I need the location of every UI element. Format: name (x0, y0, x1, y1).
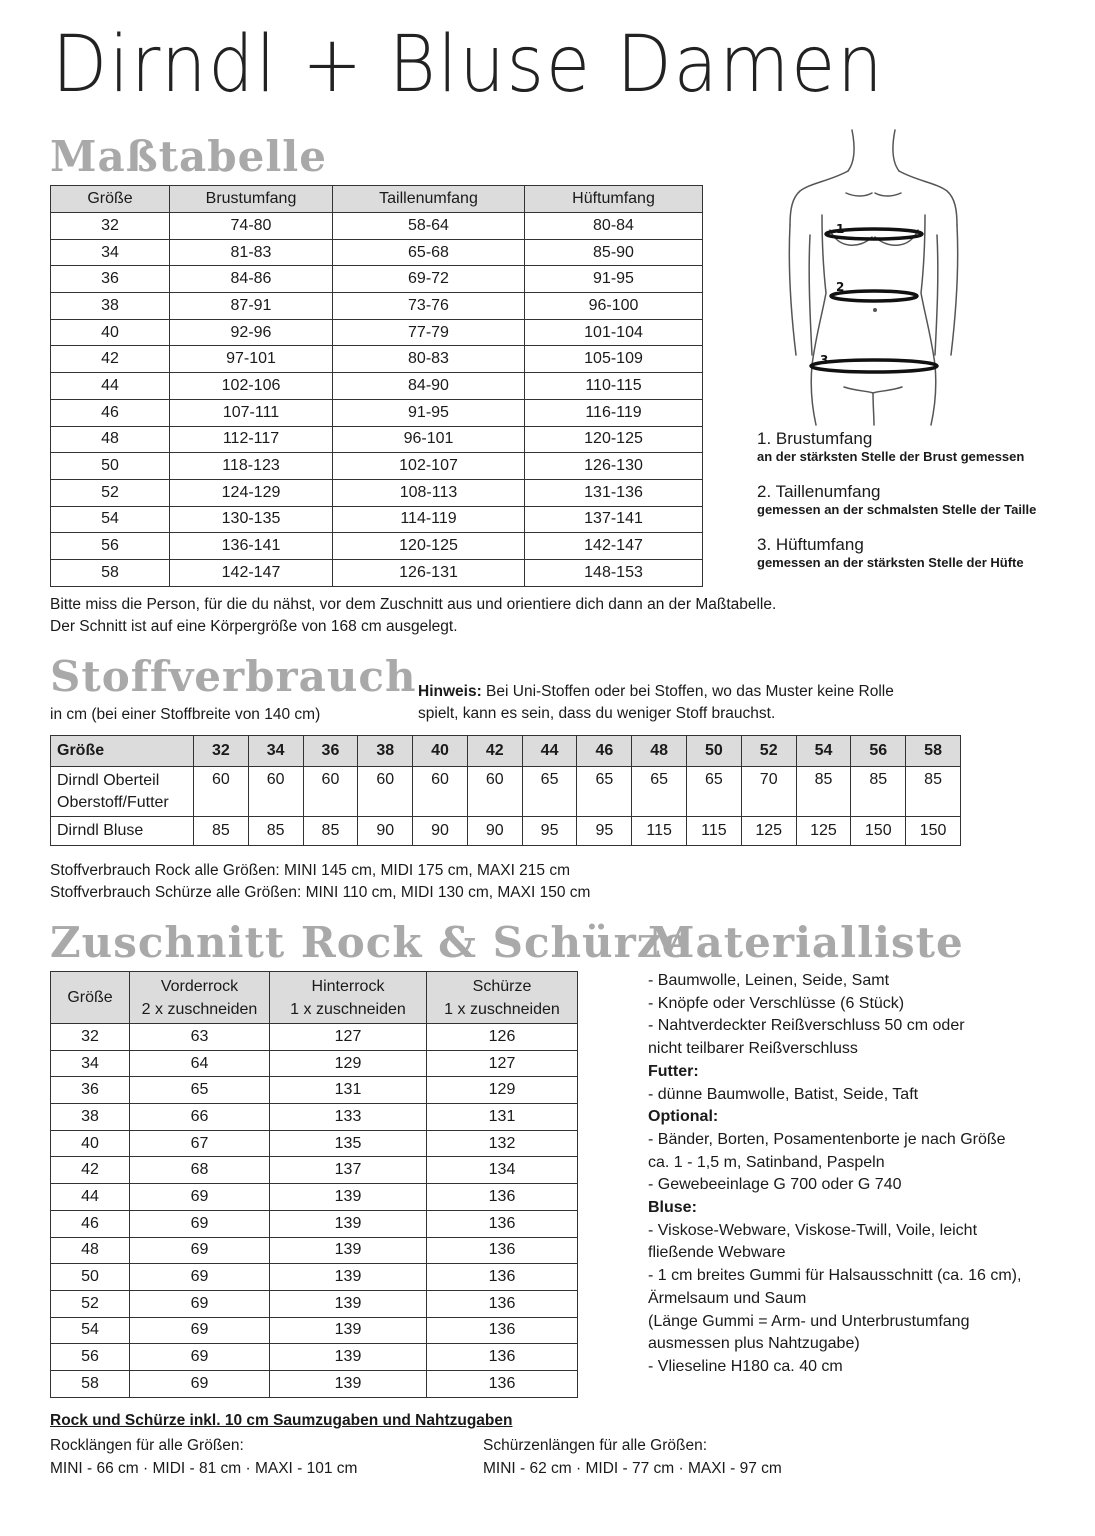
masstabelle-cell: 84-90 (333, 373, 525, 400)
masstabelle-cell: 96-100 (525, 293, 703, 320)
stoff-bluse-cell: 115 (687, 817, 742, 846)
material-item: ca. 1 - 1,5 m, Satinband, Paspeln (648, 1153, 885, 1171)
masstabelle-cell: 91-95 (525, 266, 703, 293)
zuschnitt-cell: 136 (427, 1264, 578, 1291)
masstabelle-cell: 107-111 (170, 399, 333, 426)
zuschnitt-row (51, 1130, 578, 1157)
zuschnitt-cell: 69 (130, 1317, 270, 1344)
legend-sub-3: gemessen an der stärksten Stelle der Hüfte (757, 555, 1024, 570)
stoff-bluse-label: Dirndl Bluse (51, 817, 194, 846)
masstabelle-cell: 96-101 (333, 426, 525, 453)
materialliste-heading: Materialliste (648, 918, 964, 967)
zuschnitt-cell: 69 (130, 1210, 270, 1237)
masstabelle-cell: 69-72 (333, 266, 525, 293)
masstabelle-row (51, 293, 703, 320)
zuschnitt-cell: 139 (270, 1290, 427, 1317)
zuschnitt-cell: 63 (130, 1024, 270, 1051)
stoff-oberteil-cell: 60 (248, 767, 303, 817)
masstabelle-table (50, 185, 703, 587)
stoff-size-cell: 42 (467, 736, 522, 767)
zuschnitt-row (51, 1077, 578, 1104)
masstabelle-cell: 52 (51, 479, 170, 506)
zuschnitt-heading: Zuschnitt Rock & Schürze (50, 918, 690, 967)
masstabelle-cell: 126-131 (333, 559, 525, 586)
rock-length-label: Rocklängen für alle Größen: (50, 1437, 244, 1454)
zuschnitt-cell: 69 (130, 1264, 270, 1291)
material-item: - Nahtverdeckter Reißverschluss 50 cm oder (648, 1017, 965, 1035)
masstabelle-header-cell: Hüftumfang (525, 186, 703, 213)
material-item: - Viskose-Webware, Viskose-Twill, Voile, leicht (648, 1221, 978, 1239)
stoff-oberteil-cell: 60 (467, 767, 522, 817)
rock-length-values: MINI - 66 cm · MIDI - 81 cm · MAXI - 101 cm (50, 1460, 358, 1477)
zuschnitt-header-row (51, 972, 578, 1024)
marker-1: 1 (836, 222, 845, 236)
zuschnitt-cell: 48 (51, 1237, 130, 1264)
stoff-bluse-cell: 95 (522, 817, 577, 846)
zuschnitt-cell: 136 (427, 1370, 578, 1397)
stoff-bluse-cell: 115 (632, 817, 687, 846)
zuschnitt-cell: 69 (130, 1290, 270, 1317)
zuschnitt-row (51, 1210, 578, 1237)
stoff-oberteil-cell: 65 (522, 767, 577, 817)
masstabelle-cell: 73-76 (333, 293, 525, 320)
stoffverbrauch-table (50, 735, 961, 846)
legend-title-1: 1. Brustumfang (757, 429, 873, 448)
stoff-bluse-cell: 90 (358, 817, 413, 846)
legend-sub-1: an der stärksten Stelle der Brust gemessen (757, 449, 1025, 464)
masstabelle-cell: 120-125 (525, 426, 703, 453)
marker-3: 3 (820, 353, 829, 367)
stoff-oberteil-cell: 65 (632, 767, 687, 817)
hinterrock-count: 1 x zuschneiden (290, 1000, 406, 1018)
page-title: Dirndl + Bluse Damen (52, 20, 885, 110)
masstabelle-cell: 34 (51, 239, 170, 266)
stoff-row-bluse (51, 817, 961, 846)
zuschnitt-cell: 64 (130, 1050, 270, 1077)
masstabelle-cell: 46 (51, 399, 170, 426)
masstabelle-cell: 124-129 (170, 479, 333, 506)
zuschnitt-cell: 136 (427, 1237, 578, 1264)
hinterrock-label: Hinterrock (311, 977, 385, 995)
masstabelle-header-row (51, 186, 703, 213)
masstabelle-cell: 77-79 (333, 319, 525, 346)
masstabelle-cell: 40 (51, 319, 170, 346)
masstabelle-cell: 130-135 (170, 506, 333, 533)
masstabelle-cell: 80-84 (525, 213, 703, 240)
stoff-oberteil-cell: 70 (741, 767, 796, 817)
masstabelle-cell: 54 (51, 506, 170, 533)
stoff-oberteil-cell: 60 (303, 767, 358, 817)
legend-sub-2: gemessen an der schmalsten Stelle der Taille (757, 502, 1037, 517)
stoff-bluse-cell: 150 (851, 817, 906, 846)
schuerze-label: Schürze (472, 977, 532, 995)
masstabelle-cell: 112-117 (170, 426, 333, 453)
masstabelle-cell: 74-80 (170, 213, 333, 240)
masstabelle-cell: 81-83 (170, 239, 333, 266)
material-item: fließende Webware (648, 1244, 786, 1262)
stoff-bluse-cell: 125 (796, 817, 851, 846)
masstabelle-cell: 116-119 (525, 399, 703, 426)
zuschnitt-cell: 136 (427, 1344, 578, 1371)
masstabelle-cell: 97-101 (170, 346, 333, 373)
zuschnitt-cell: 139 (270, 1210, 427, 1237)
material-item: - Vlieseline H180 ca. 40 cm (648, 1357, 843, 1375)
zuschnitt-row (51, 1237, 578, 1264)
zuschnitt-cell: 40 (51, 1130, 130, 1157)
masstabelle-cell: 105-109 (525, 346, 703, 373)
masstabelle-header-cell: Größe (51, 186, 170, 213)
masstabelle-row (51, 399, 703, 426)
zuschnitt-cell: 67 (130, 1130, 270, 1157)
zuschnitt-cell: 139 (270, 1264, 427, 1291)
masstabelle-cell: 85-90 (525, 239, 703, 266)
masstabelle-cell: 102-106 (170, 373, 333, 400)
material-item: (Länge Gummi = Arm- und Unterbrustumfang (648, 1312, 970, 1330)
body-measurement-figure (760, 125, 990, 430)
stoff-size-cell: 54 (796, 736, 851, 767)
stoff-bluse-cell: 125 (741, 817, 796, 846)
zuschnitt-cell: 137 (270, 1157, 427, 1184)
stoff-bluse-cell: 90 (467, 817, 522, 846)
zuschnitt-cell: 134 (427, 1157, 578, 1184)
material-item: - Baumwolle, Leinen, Seide, Samt (648, 972, 890, 989)
material-subheading: Futter: (648, 1062, 699, 1080)
zuschnitt-cell: 65 (130, 1077, 270, 1104)
stoff-size-cell: 58 (906, 736, 961, 767)
zuschnitt-row (51, 1317, 578, 1344)
masstabelle-cell: 32 (51, 213, 170, 240)
masstabelle-row (51, 559, 703, 586)
material-item: - Gewebeeinlage G 700 oder G 740 (648, 1176, 902, 1194)
masstabelle-cell: 136-141 (170, 533, 333, 560)
masstabelle-cell: 56 (51, 533, 170, 560)
zuschnitt-row (51, 1104, 578, 1131)
masstabelle-cell: 110-115 (525, 373, 703, 400)
stoff-row-oberteil (51, 767, 961, 817)
masstabelle-cell: 44 (51, 373, 170, 400)
material-subheading: Bluse: (648, 1199, 697, 1217)
stoff-size-cell: 36 (303, 736, 358, 767)
stoff-bluse-cell: 85 (194, 817, 249, 846)
masstabelle-heading: Maßtabelle (50, 132, 327, 181)
masstabelle-cell: 91-95 (333, 399, 525, 426)
masstabelle-cell: 50 (51, 453, 170, 480)
masstabelle-cell: 131-136 (525, 479, 703, 506)
zuschnitt-cell: 139 (270, 1317, 427, 1344)
zuschnitt-size-header: Größe (51, 972, 130, 1024)
masstabelle-cell: 38 (51, 293, 170, 320)
stoff-oberteil-cell: 85 (851, 767, 906, 817)
stoff-bluse-cell: 150 (906, 817, 961, 846)
hint-label: Hinweis: (418, 683, 482, 700)
zuschnitt-cell: 131 (427, 1104, 578, 1131)
stoff-size-cell: 50 (687, 736, 742, 767)
stoff-oberteil-cell: 65 (687, 767, 742, 817)
masstabelle-cell: 36 (51, 266, 170, 293)
masstabelle-cell: 148-153 (525, 559, 703, 586)
zuschnitt-row (51, 1264, 578, 1291)
zuschnitt-row (51, 1157, 578, 1184)
zuschnitt-cell: 50 (51, 1264, 130, 1291)
masstabelle-row (51, 506, 703, 533)
stoff-note-schuerze: Stoffverbrauch Schürze alle Größen: MINI 110 cm, MIDI 130 cm, MAXI 150 cm (50, 884, 591, 901)
stoff-oberteil-label-1: Dirndl Oberteil (57, 771, 160, 789)
masstabelle-header-cell: Brustumfang (170, 186, 333, 213)
masstabelle-cell: 142-147 (525, 533, 703, 560)
masstabelle-cell: 102-107 (333, 453, 525, 480)
material-item: - Knöpfe oder Verschlüsse (6 Stück) (648, 994, 905, 1012)
stoff-size-cell: 56 (851, 736, 906, 767)
masstabelle-cell: 80-83 (333, 346, 525, 373)
stoff-header-row (51, 736, 961, 767)
masstabelle-cell: 48 (51, 426, 170, 453)
stoff-oberteil-cell: 65 (577, 767, 632, 817)
masstabelle-cell: 142-147 (170, 559, 333, 586)
masstabelle-cell: 118-123 (170, 453, 333, 480)
masstabelle-row (51, 373, 703, 400)
stoff-size-cell: 40 (413, 736, 468, 767)
material-subheading: Optional: (648, 1108, 719, 1126)
stoff-size-cell: 32 (194, 736, 249, 767)
stoff-bluse-cell: 85 (303, 817, 358, 846)
zuschnitt-cell: 136 (427, 1210, 578, 1237)
stoff-oberteil-cell: 60 (413, 767, 468, 817)
material-item: - Bänder, Borten, Posamentenborte je nach Größe (648, 1130, 1006, 1148)
schuerze-length-values: MINI - 62 cm · MIDI - 77 cm · MAXI - 97 cm (483, 1460, 782, 1477)
masstabelle-note-1: Bitte miss die Person, für die du nähst, vor dem Zuschnitt aus und orientiere dich dann an der Maßtabelle. (50, 596, 777, 613)
legend (757, 429, 1036, 570)
zuschnitt-cell: 32 (51, 1024, 130, 1051)
stoff-oberteil-cell: 85 (906, 767, 961, 817)
masstabelle-cell: 126-130 (525, 453, 703, 480)
stoff-size-header: Größe (51, 736, 194, 767)
zuschnitt-cell: 36 (51, 1077, 130, 1104)
stoff-note-rock: Stoffverbrauch Rock alle Größen: MINI 145 cm, MIDI 175 cm, MAXI 215 cm (50, 862, 571, 879)
zuschnitt-row (51, 1024, 578, 1051)
vorderrock-count: 2 x zuschneiden (141, 1000, 258, 1018)
stoff-size-cell: 52 (741, 736, 796, 767)
zuschnitt-schuerze-header (427, 972, 578, 1024)
masstabelle-cell: 108-113 (333, 479, 525, 506)
zuschnitt-cell: 56 (51, 1344, 130, 1371)
masstabelle-row (51, 533, 703, 560)
zuschnitt-cell: 126 (427, 1024, 578, 1051)
stoff-size-cell: 34 (248, 736, 303, 767)
masstabelle-cell: 87-91 (170, 293, 333, 320)
material-item: - 1 cm breites Gummi für Halsausschnitt (ca. 16 cm), (648, 1267, 1022, 1285)
masstabelle-cell: 92-96 (170, 319, 333, 346)
stoff-oberteil-cell: 60 (194, 767, 249, 817)
material-item: - dünne Baumwolle, Batist, Seide, Taft (648, 1085, 919, 1103)
zuschnitt-cell: 139 (270, 1237, 427, 1264)
zuschnitt-cell: 34 (51, 1050, 130, 1077)
zuschnitt-cell: 69 (130, 1237, 270, 1264)
materialliste-list (648, 970, 1021, 1379)
zuschnitt-cell: 38 (51, 1104, 130, 1131)
legend-title-3: 3. Hüftumfang (757, 535, 864, 554)
zuschnitt-footer-note: Rock und Schürze inkl. 10 cm Saumzugaben und Nahtzugaben (50, 1412, 513, 1429)
masstabelle-row (51, 319, 703, 346)
zuschnitt-row (51, 1050, 578, 1077)
zuschnitt-cell: 136 (427, 1290, 578, 1317)
masstabelle-row (51, 479, 703, 506)
zuschnitt-cell: 129 (270, 1050, 427, 1077)
zuschnitt-cell: 44 (51, 1184, 130, 1211)
masstabelle-row (51, 213, 703, 240)
masstabelle-cell: 65-68 (333, 239, 525, 266)
masstabelle-row (51, 453, 703, 480)
zuschnitt-cell: 46 (51, 1210, 130, 1237)
stoff-oberteil-label-2: Oberstoff/Futter (57, 793, 169, 811)
zuschnitt-cell: 127 (427, 1050, 578, 1077)
masstabelle-row (51, 266, 703, 293)
schuerze-count: 1 x zuschneiden (444, 1000, 560, 1018)
hint-line-2: spielt, kann es sein, dass du weniger Stoff brauchst. (418, 705, 776, 722)
zuschnitt-row (51, 1184, 578, 1211)
stoff-bluse-cell: 90 (413, 817, 468, 846)
stoffverbrauch-subtitle: in cm (bei einer Stoffbreite von 140 cm) (50, 706, 321, 723)
masstabelle-cell: 101-104 (525, 319, 703, 346)
hint-text-1: Bei Uni-Stoffen oder bei Stoffen, wo das Muster keine Rolle (486, 683, 894, 700)
masstabelle-cell: 84-86 (170, 266, 333, 293)
zuschnitt-cell: 139 (270, 1184, 427, 1211)
zuschnitt-cell: 69 (130, 1344, 270, 1371)
zuschnitt-cell: 131 (270, 1077, 427, 1104)
zuschnitt-cell: 136 (427, 1317, 578, 1344)
masstabelle-cell: 120-125 (333, 533, 525, 560)
zuschnitt-cell: 52 (51, 1290, 130, 1317)
masstabelle-row (51, 426, 703, 453)
material-item: ausmessen plus Nahtzugabe) (648, 1335, 860, 1353)
zuschnitt-cell: 132 (427, 1130, 578, 1157)
masstabelle-cell: 114-119 (333, 506, 525, 533)
vorderrock-label: Vorderrock (160, 977, 239, 995)
zuschnitt-cell: 69 (130, 1370, 270, 1397)
masstabelle-cell: 137-141 (525, 506, 703, 533)
masstabelle-cell: 42 (51, 346, 170, 373)
material-item: Ärmelsaum und Saum (648, 1289, 807, 1307)
marker-2: 2 (836, 280, 845, 294)
stoff-size-cell: 44 (522, 736, 577, 767)
stoff-size-cell: 38 (358, 736, 413, 767)
hint-line-1 (418, 681, 894, 703)
stoff-oberteil-cell: 60 (358, 767, 413, 817)
stoffverbrauch-heading: Stoffverbrauch (50, 652, 417, 701)
zuschnitt-cell: 133 (270, 1104, 427, 1131)
masstabelle-row (51, 239, 703, 266)
zuschnitt-cell: 42 (51, 1157, 130, 1184)
masstabelle-cell: 58 (51, 559, 170, 586)
stoff-oberteil-cell: 85 (796, 767, 851, 817)
zuschnitt-cell: 136 (427, 1184, 578, 1211)
masstabelle-note-2: Der Schnitt ist auf eine Körpergröße von 168 cm ausgelegt. (50, 618, 458, 635)
masstabelle-cell: 58-64 (333, 213, 525, 240)
stoff-size-cell: 48 (632, 736, 687, 767)
material-item: nicht teilbarer Reißverschluss (648, 1040, 858, 1058)
stoff-size-cell: 46 (577, 736, 632, 767)
zuschnitt-vorderrock-header (130, 972, 270, 1024)
zuschnitt-cell: 68 (130, 1157, 270, 1184)
zuschnitt-cell: 58 (51, 1370, 130, 1397)
zuschnitt-cell: 139 (270, 1344, 427, 1371)
stoff-bluse-cell: 95 (577, 817, 632, 846)
zuschnitt-cell: 127 (270, 1024, 427, 1051)
stoff-oberteil-label (51, 767, 194, 817)
masstabelle-row (51, 346, 703, 373)
zuschnitt-row (51, 1344, 578, 1371)
zuschnitt-cell: 69 (130, 1184, 270, 1211)
zuschnitt-table (50, 971, 578, 1398)
zuschnitt-row (51, 1290, 578, 1317)
zuschnitt-cell: 66 (130, 1104, 270, 1131)
stoff-bluse-cell: 85 (248, 817, 303, 846)
zuschnitt-cell: 135 (270, 1130, 427, 1157)
legend-title-2: 2. Taillenumfang (757, 482, 881, 501)
masstabelle-header-cell: Taillenumfang (333, 186, 525, 213)
zuschnitt-hinterrock-header (270, 972, 427, 1024)
zuschnitt-cell: 129 (427, 1077, 578, 1104)
zuschnitt-cell: 139 (270, 1370, 427, 1397)
zuschnitt-row (51, 1370, 578, 1397)
zuschnitt-cell: 54 (51, 1317, 130, 1344)
schuerze-length-label: Schürzenlängen für alle Größen: (483, 1437, 708, 1454)
